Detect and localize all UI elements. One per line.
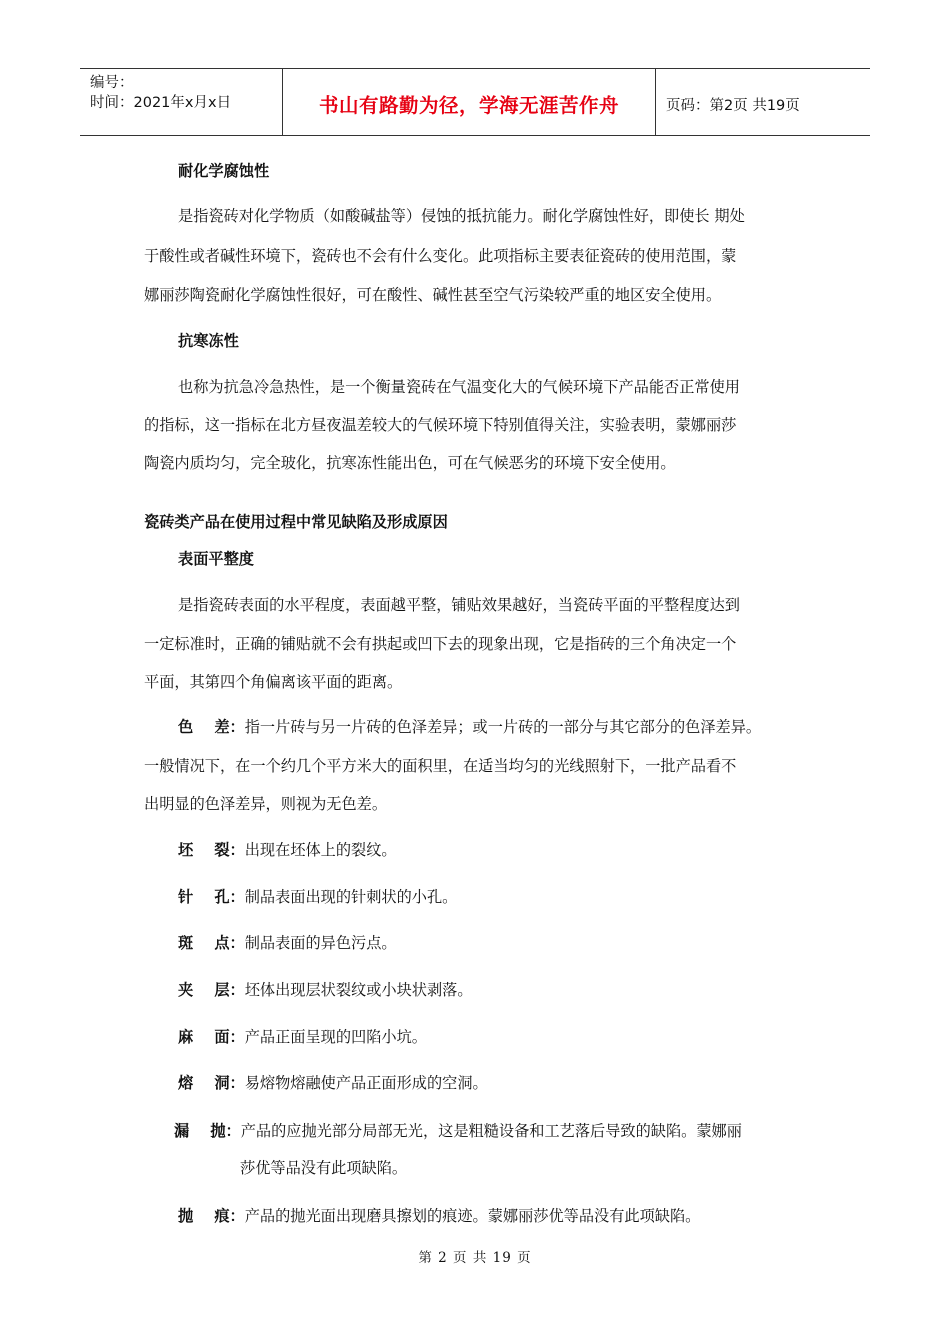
- defect-description: 产品的应抛光部分局部无光，这是粗糙设备和工艺落后导致的缺陷。蒙娜丽: [240, 1122, 742, 1140]
- paragraph-line: 的指标，这一指标在北方昼夜温差较大的气候环境下特别值得关注，实验表明，蒙娜丽莎: [144, 416, 737, 434]
- defect-description: 出现在坯体上的裂纹。: [244, 841, 397, 859]
- defect-description: 指一片砖与另一片砖的色泽差异；或一片砖的一部分与其它部分的色泽差异。: [244, 718, 762, 736]
- paragraph-line: 娜丽莎陶瓷耐化学腐蚀性很好，可在酸性、碱性甚至空气污染较严重的地区安全使用。: [144, 286, 722, 304]
- section-title-chemical: 耐化学腐蚀性: [178, 162, 270, 180]
- section-title-frost: 抗寒冻性: [178, 332, 239, 350]
- defect-description: 制品表面的异色污点。: [244, 934, 397, 952]
- paragraph-line: 一定标准时，正确的铺贴就不会有拱起或凹下去的现象出现，它是指砖的三个角决定一个: [144, 635, 737, 653]
- section-title-flatness: 表面平整度: [178, 550, 254, 568]
- defect-item: [178, 1072, 488, 1093]
- paragraph-line: 于酸性或者碱性环境下，瓷砖也不会有什么变化。此项指标主要表征瓷砖的使用范围，蒙: [144, 247, 737, 265]
- defect-item: [178, 1205, 700, 1226]
- page-header: [80, 68, 870, 136]
- header-page-info: 页码：第2页 共19页: [666, 97, 800, 114]
- defect-description: 制品表面出现的针刺状的小孔。: [244, 888, 458, 906]
- defect-item: [178, 979, 473, 1000]
- defect-description: 坯体出现层状裂纹或小块状剥落。: [244, 981, 473, 999]
- defect-description: 易熔物熔融使产品正面形成的空洞。: [244, 1074, 488, 1092]
- header-motto: 书山有路勤为径，学海无涯苦作舟: [283, 69, 656, 135]
- defect-term: 麻 面：: [178, 1028, 245, 1046]
- defect-description: 产品正面呈现的凹陷小坑。: [244, 1028, 427, 1046]
- section-heading-defects: 瓷砖类产品在使用过程中常见缺陷及形成原因: [144, 513, 448, 531]
- defect-term: 夹 层：: [178, 981, 245, 999]
- defect-item: [174, 1120, 742, 1141]
- paragraph-line: 莎优等品没有此项缺陷。: [240, 1159, 408, 1177]
- header-meta: [80, 69, 283, 135]
- paragraph-line: 陶瓷内质均匀，完全玻化，抗寒冻性能出色，可在气候恶劣的环境下安全使用。: [144, 454, 676, 472]
- number-label: 编号：: [90, 75, 134, 91]
- page-footer: 第 2 页 共 19 页: [418, 1250, 532, 1266]
- defect-item: [178, 886, 457, 907]
- paragraph-line: 一般情况下，在一个约几个平方米大的面积里，在适当均匀的光线照射下，一批产品看不: [144, 757, 737, 775]
- paragraph-line: 是指瓷砖表面的水平程度，表面越平整，铺贴效果越好，当瓷砖平面的平整程度达到: [178, 596, 740, 614]
- defect-item: [178, 932, 397, 953]
- date-label: 时间：2021年x月x日: [90, 95, 232, 111]
- defect-term: 抛 痕：: [178, 1207, 245, 1225]
- paragraph-line: 平面，其第四个角偏离该平面的距离。: [144, 673, 403, 691]
- defect-item: [178, 1026, 427, 1047]
- defect-item: [178, 839, 397, 860]
- color-diff-line: [178, 716, 761, 737]
- defect-term: 色 差：: [178, 718, 245, 736]
- defect-description: 产品的抛光面出现磨具擦划的痕迹。蒙娜丽莎优等品没有此项缺陷。: [244, 1207, 701, 1225]
- defect-term: 针 孔：: [178, 888, 245, 906]
- defect-term: 斑 点：: [178, 934, 245, 952]
- defect-term: 漏 抛：: [174, 1122, 241, 1140]
- defect-term: 熔 洞：: [178, 1074, 245, 1092]
- paragraph-line: 出明显的色泽差异，则视为无色差。: [144, 795, 387, 813]
- paragraph-line: 是指瓷砖对化学物质（如酸碱盐等）侵蚀的抵抗能力。耐化学腐蚀性好，即使长 期处: [178, 207, 745, 225]
- defect-term: 坯 裂：: [178, 841, 245, 859]
- paragraph-line: 也称为抗急冷急热性，是一个衡量瓷砖在气温变化大的气候环境下产品能否正常使用: [178, 378, 740, 396]
